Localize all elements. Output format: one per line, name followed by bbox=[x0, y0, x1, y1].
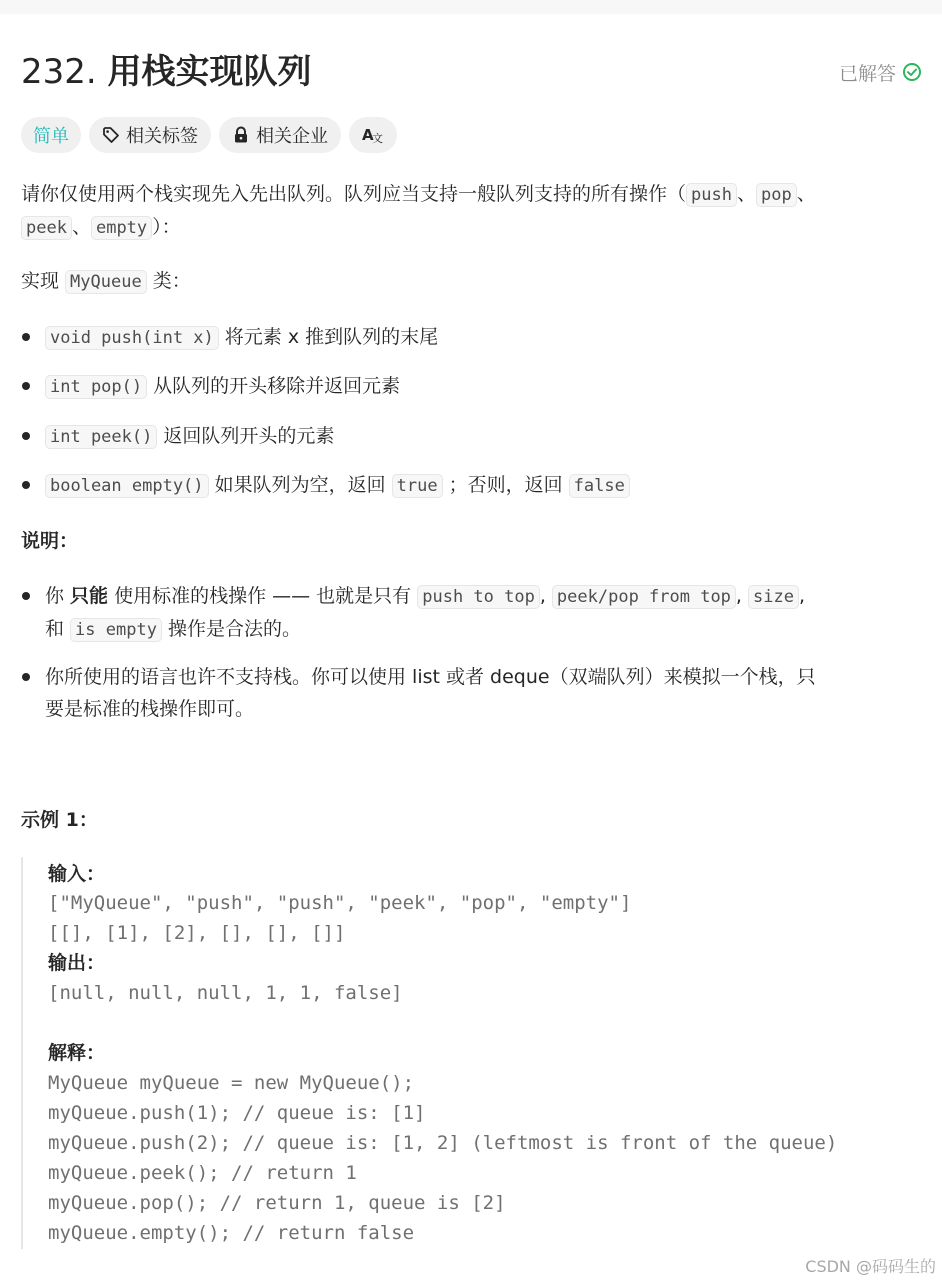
notes-heading: 说明： bbox=[21, 530, 79, 552]
method-code: boolean empty() bbox=[45, 474, 209, 498]
explain-line: myQueue.push(2); // queue is: [1, 2] (leftmost is front of the queue) bbox=[48, 1132, 838, 1154]
method-item bbox=[21, 469, 901, 502]
code-pop: pop bbox=[756, 183, 797, 207]
method-text: ；否则，返回 bbox=[442, 474, 569, 496]
explain-line: MyQueue myQueue = new MyQueue(); bbox=[48, 1072, 415, 1094]
watermark: CSDN @码码生的 bbox=[805, 1257, 936, 1276]
related-companies-button[interactable] bbox=[219, 117, 341, 153]
separator: 、 bbox=[796, 183, 816, 205]
separator: 、 bbox=[736, 183, 756, 205]
check-circle-icon bbox=[902, 62, 922, 82]
explain-label: 解释： bbox=[48, 1042, 106, 1064]
output-line: [null, null, null, 1, 1, false] bbox=[48, 982, 403, 1004]
svg-text:A: A bbox=[362, 126, 374, 144]
code-false: false bbox=[569, 474, 630, 498]
code-is-empty: is empty bbox=[70, 618, 162, 642]
bullet-dot bbox=[22, 481, 30, 489]
method-text: 将元素 x 推到队列的末尾 bbox=[218, 326, 439, 348]
method-code: void push(int x) bbox=[45, 326, 219, 350]
output-label: 输出： bbox=[48, 952, 106, 974]
svg-text:文: 文 bbox=[372, 132, 383, 145]
implement-text: 实现 bbox=[21, 270, 66, 292]
note-text: 和 bbox=[45, 618, 71, 640]
explain-line: myQueue.peek(); // return 1 bbox=[48, 1162, 357, 1184]
related-tags-button[interactable] bbox=[89, 117, 211, 153]
note-item bbox=[21, 580, 901, 646]
intro-text-end: ）： bbox=[152, 216, 181, 238]
problem-title[interactable] bbox=[21, 50, 312, 94]
note-text: 你 bbox=[45, 585, 71, 607]
related-tags-label: 相关标签 bbox=[126, 126, 198, 147]
code-myqueue: MyQueue bbox=[65, 270, 147, 294]
note-text: 操作是合法的。 bbox=[161, 618, 301, 640]
problem-number: 232. bbox=[21, 52, 97, 92]
tag-icon bbox=[102, 126, 120, 144]
separator: , bbox=[539, 585, 552, 607]
translate-icon bbox=[362, 125, 384, 145]
code-empty: empty bbox=[91, 216, 152, 240]
input-line: ["MyQueue", "push", "push", "peek", "pop", "empty"] bbox=[48, 892, 632, 914]
note-emphasis: 只能 bbox=[70, 585, 109, 607]
note-text: 你所使用的语言也许不支持栈。你可以使用 list 或者 deque（双端队列）来模拟一个栈，只 bbox=[45, 666, 816, 688]
implement-line bbox=[21, 265, 921, 298]
example-block bbox=[21, 857, 942, 1249]
top-bar bbox=[0, 0, 942, 14]
related-companies-label: 相关企业 bbox=[256, 126, 328, 147]
code-size: size bbox=[748, 585, 799, 609]
note-text: 使用标准的栈操作 —— 也就是只有 bbox=[108, 585, 418, 607]
method-text: 如果队列为空，返回 bbox=[208, 474, 392, 496]
problem-name: 用栈实现队列 bbox=[107, 52, 312, 92]
method-code: int pop() bbox=[45, 375, 147, 399]
code-true: true bbox=[392, 474, 443, 498]
explain-line: myQueue.push(1); // queue is: [1] bbox=[48, 1102, 426, 1124]
method-code: int peek() bbox=[45, 425, 157, 449]
lock-icon bbox=[232, 126, 250, 144]
method-item bbox=[21, 370, 901, 403]
explain-line: myQueue.pop(); // return 1, queue is [2] bbox=[48, 1192, 506, 1214]
intro-text: 请你仅使用两个栈实现先入先出队列。队列应当支持一般队列支持的所有操作（ bbox=[21, 183, 687, 205]
bullet-dot bbox=[22, 673, 30, 681]
translate-button[interactable] bbox=[349, 117, 397, 153]
bullet-dot bbox=[22, 333, 30, 341]
method-text: 从队列的开头移除并返回元素 bbox=[147, 375, 401, 397]
code-push: push bbox=[686, 183, 737, 207]
method-text: 返回队列开头的元素 bbox=[157, 425, 335, 447]
code-peek-pop: peek/pop from top bbox=[552, 585, 736, 609]
title-row bbox=[21, 50, 922, 94]
separator: , bbox=[735, 585, 749, 607]
separator: , bbox=[798, 585, 806, 607]
code-push-to-top: push to top bbox=[417, 585, 540, 609]
explain-line: myQueue.empty(); // return false bbox=[48, 1222, 415, 1244]
bullet-dot bbox=[22, 382, 30, 390]
note-item bbox=[21, 661, 901, 725]
separator: 、 bbox=[71, 216, 91, 238]
implement-text-end: 类： bbox=[146, 270, 191, 292]
input-line: [[], [1], [2], [], [], []] bbox=[48, 922, 346, 944]
bullet-dot bbox=[22, 592, 30, 600]
intro-paragraph bbox=[21, 178, 921, 244]
method-item bbox=[21, 321, 901, 354]
bullet-dot bbox=[22, 432, 30, 440]
solved-label: 已解答 bbox=[838, 62, 896, 85]
example-heading: 示例 1： bbox=[21, 809, 98, 831]
solved-status bbox=[839, 59, 922, 86]
code-peek: peek bbox=[21, 216, 72, 240]
note-text: 要是标准的栈操作即可。 bbox=[45, 698, 255, 720]
method-item bbox=[21, 420, 901, 453]
input-label: 输入： bbox=[48, 863, 106, 885]
tag-bar bbox=[21, 117, 397, 153]
difficulty-badge[interactable]: 简单 bbox=[21, 117, 81, 153]
